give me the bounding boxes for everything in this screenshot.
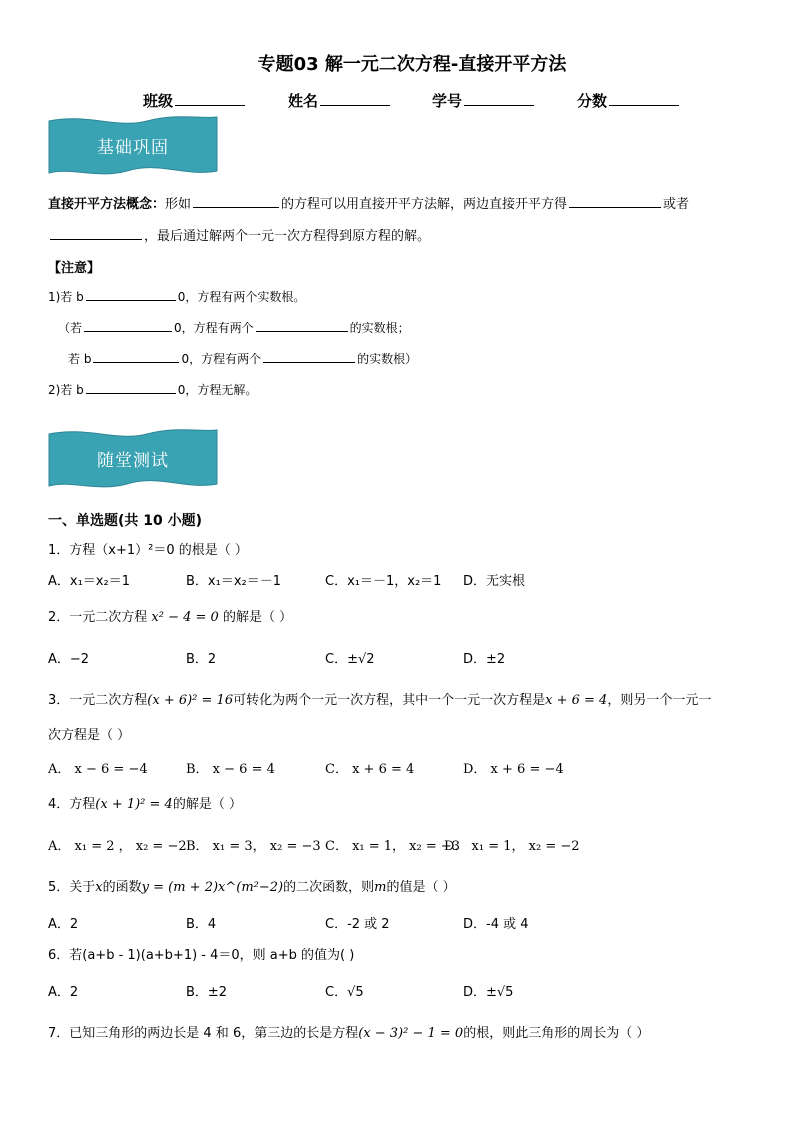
page-title: 专题03 解一元二次方程-直接开平方法 [257,54,567,75]
concept-line-1 [48,193,689,212]
blank[interactable] [84,330,172,332]
q5-post: 的值是（ ） [386,880,456,895]
class-label: 班级 [143,92,174,110]
concept-text-4: ，最后通过解两个一元一次方程得到原方程的解。 [144,229,431,244]
note-3-b: 0，方程有两个 [181,352,262,366]
q1-option-b[interactable]: B．x₁＝x₂＝－1 [186,574,281,589]
question-3-line-2: 次方程是（ ） [48,728,131,743]
q4-option-d[interactable]: D． x₁ = 1， x₂ = −2 [444,839,580,854]
blank[interactable] [256,330,348,332]
q7-pre: 7．已知三角形的两边长是 4 和 6，第三边的长是方程 [48,1026,359,1041]
q5-var-x: x [95,880,103,895]
banner-test [47,428,219,490]
q6-option-a[interactable]: A．2 [48,985,79,1000]
question-5-stem [48,876,456,895]
q6-option-b[interactable]: B．±2 [186,985,228,1000]
note-4-b: 0，方程无解。 [177,383,258,397]
q1-option-c[interactable]: C．x₁＝－1，x₂＝1 [325,574,442,589]
q6-option-c[interactable]: C．√5 [325,985,364,1000]
q3-equation: (x + 6)² = 16 [147,693,234,708]
q6-option-d[interactable]: D．±√5 [463,985,514,1000]
concept-text-3: 或者 [663,197,690,212]
blank[interactable] [193,206,279,208]
q5-option-c[interactable]: C．-2 或 2 [325,917,390,932]
class-field[interactable] [143,90,247,111]
note-3-a: 若 b [68,352,92,366]
q5-option-b[interactable]: B．4 [186,917,217,932]
student-id-label: 学号 [432,92,463,110]
q2-stem-pre: 2．一元二次方程 [48,610,148,625]
blank[interactable] [569,206,661,208]
concept-text-1: 形如 [165,197,192,212]
q5-mid: 的函数 [102,880,142,895]
banner-basic-label: 基础巩固 [97,138,169,158]
score-field[interactable] [577,90,681,111]
q4-equation: (x + 1)² = 4 [95,797,173,812]
note-2-b: 0，方程有两个 [174,321,254,335]
name-field[interactable] [288,90,392,111]
blank[interactable] [86,392,176,394]
concept-text-2: 的方程可以用直接开平方法解，两边直接开平方得 [281,197,568,212]
score-label: 分数 [577,92,608,110]
note-1 [48,288,305,305]
q5-option-a[interactable]: A．2 [48,917,79,932]
q4-post: 的解是（ ） [172,797,242,812]
note-4-a: 2)若 b [48,383,84,397]
note-2 [58,319,410,336]
q3-option-b[interactable]: B． x − 6 = 4 [186,762,275,777]
q1-option-a[interactable]: A．x₁＝x₂＝1 [48,574,130,589]
note-3-c: 的实数根） [357,352,418,366]
q4-option-b[interactable]: B． x₁ = 3， x₂ = −3 [186,839,321,854]
q2-option-c[interactable]: C．±√2 [325,652,375,667]
section-heading: 一、单选题(共 10 小题) [48,513,203,529]
q5-mid-2: 的二次函数，则 [283,880,375,895]
q5-option-d[interactable]: D．-4 或 4 [463,917,529,932]
q3-mid: 可转化为两个一元一次方程，其中一个一元一次方程是 [233,693,546,708]
question-7-stem [48,1022,649,1041]
note-2-a: （若 [58,321,83,335]
blank[interactable] [93,361,179,363]
notes-title: 【注意】 [48,261,101,276]
q4-option-a[interactable]: A． x₁ = 2 ， x₂ = −2 [48,839,187,854]
note-1-a: 1)若 b [48,290,84,304]
blank[interactable] [263,361,355,363]
note-2-c: 的实数根； [349,321,410,335]
concept-label: 直接开平方法概念： [48,197,166,212]
q5-pre: 5．关于 [48,880,96,895]
q3-post: ，则另一个一元一 [607,693,712,708]
note-4 [48,381,257,398]
q3-equation-2: x + 6 = 4 [545,693,608,708]
q2-option-b[interactable]: B．2 [186,652,217,667]
banner-test-label: 随堂测试 [97,451,169,471]
q5-function: y = (m + 2)x^(m²−2) [141,880,284,895]
q3-option-c[interactable]: C． x + 6 = 4 [325,762,415,777]
student-id-field[interactable] [432,90,536,111]
note-3 [68,350,417,367]
q3-option-a[interactable]: A． x − 6 = −4 [48,762,148,777]
blank[interactable] [86,299,176,301]
q7-equation: (x − 3)² − 1 = 0 [358,1026,464,1041]
question-4-stem [48,793,242,812]
q1-option-d[interactable]: D．无实根 [463,574,526,589]
question-2-stem [48,606,292,625]
banner-basic [47,115,219,177]
q4-option-c[interactable]: C． x₁ = 1， x₂ = −3 [325,839,461,854]
q3-option-d[interactable]: D． x + 6 = −4 [463,762,564,777]
q4-pre: 4．方程 [48,797,96,812]
q2-stem-post: 的解是（ ） [222,610,293,625]
question-1-stem: 1．方程（x+1）²＝0 的根是（ ） [48,543,248,558]
note-1-b: 0，方程有两个实数根。 [177,290,306,304]
question-3-line-1 [48,689,711,708]
name-label: 姓名 [288,92,319,110]
blank[interactable] [50,238,142,240]
question-6-stem: 6．若(a+b - 1)(a+b+1) - 4＝0，则 a+b 的值为( ) [48,948,355,963]
q2-option-d[interactable]: D．±2 [463,652,506,667]
q3-pre: 3．一元二次方程 [48,693,148,708]
q7-post: 的根，则此三角形的周长为（ ） [463,1026,650,1041]
q2-option-a[interactable]: A．−2 [48,652,90,667]
q2-equation: x² − 4 = 0 [151,610,219,625]
q5-var-m: m [374,880,387,895]
concept-line-2 [48,225,430,244]
